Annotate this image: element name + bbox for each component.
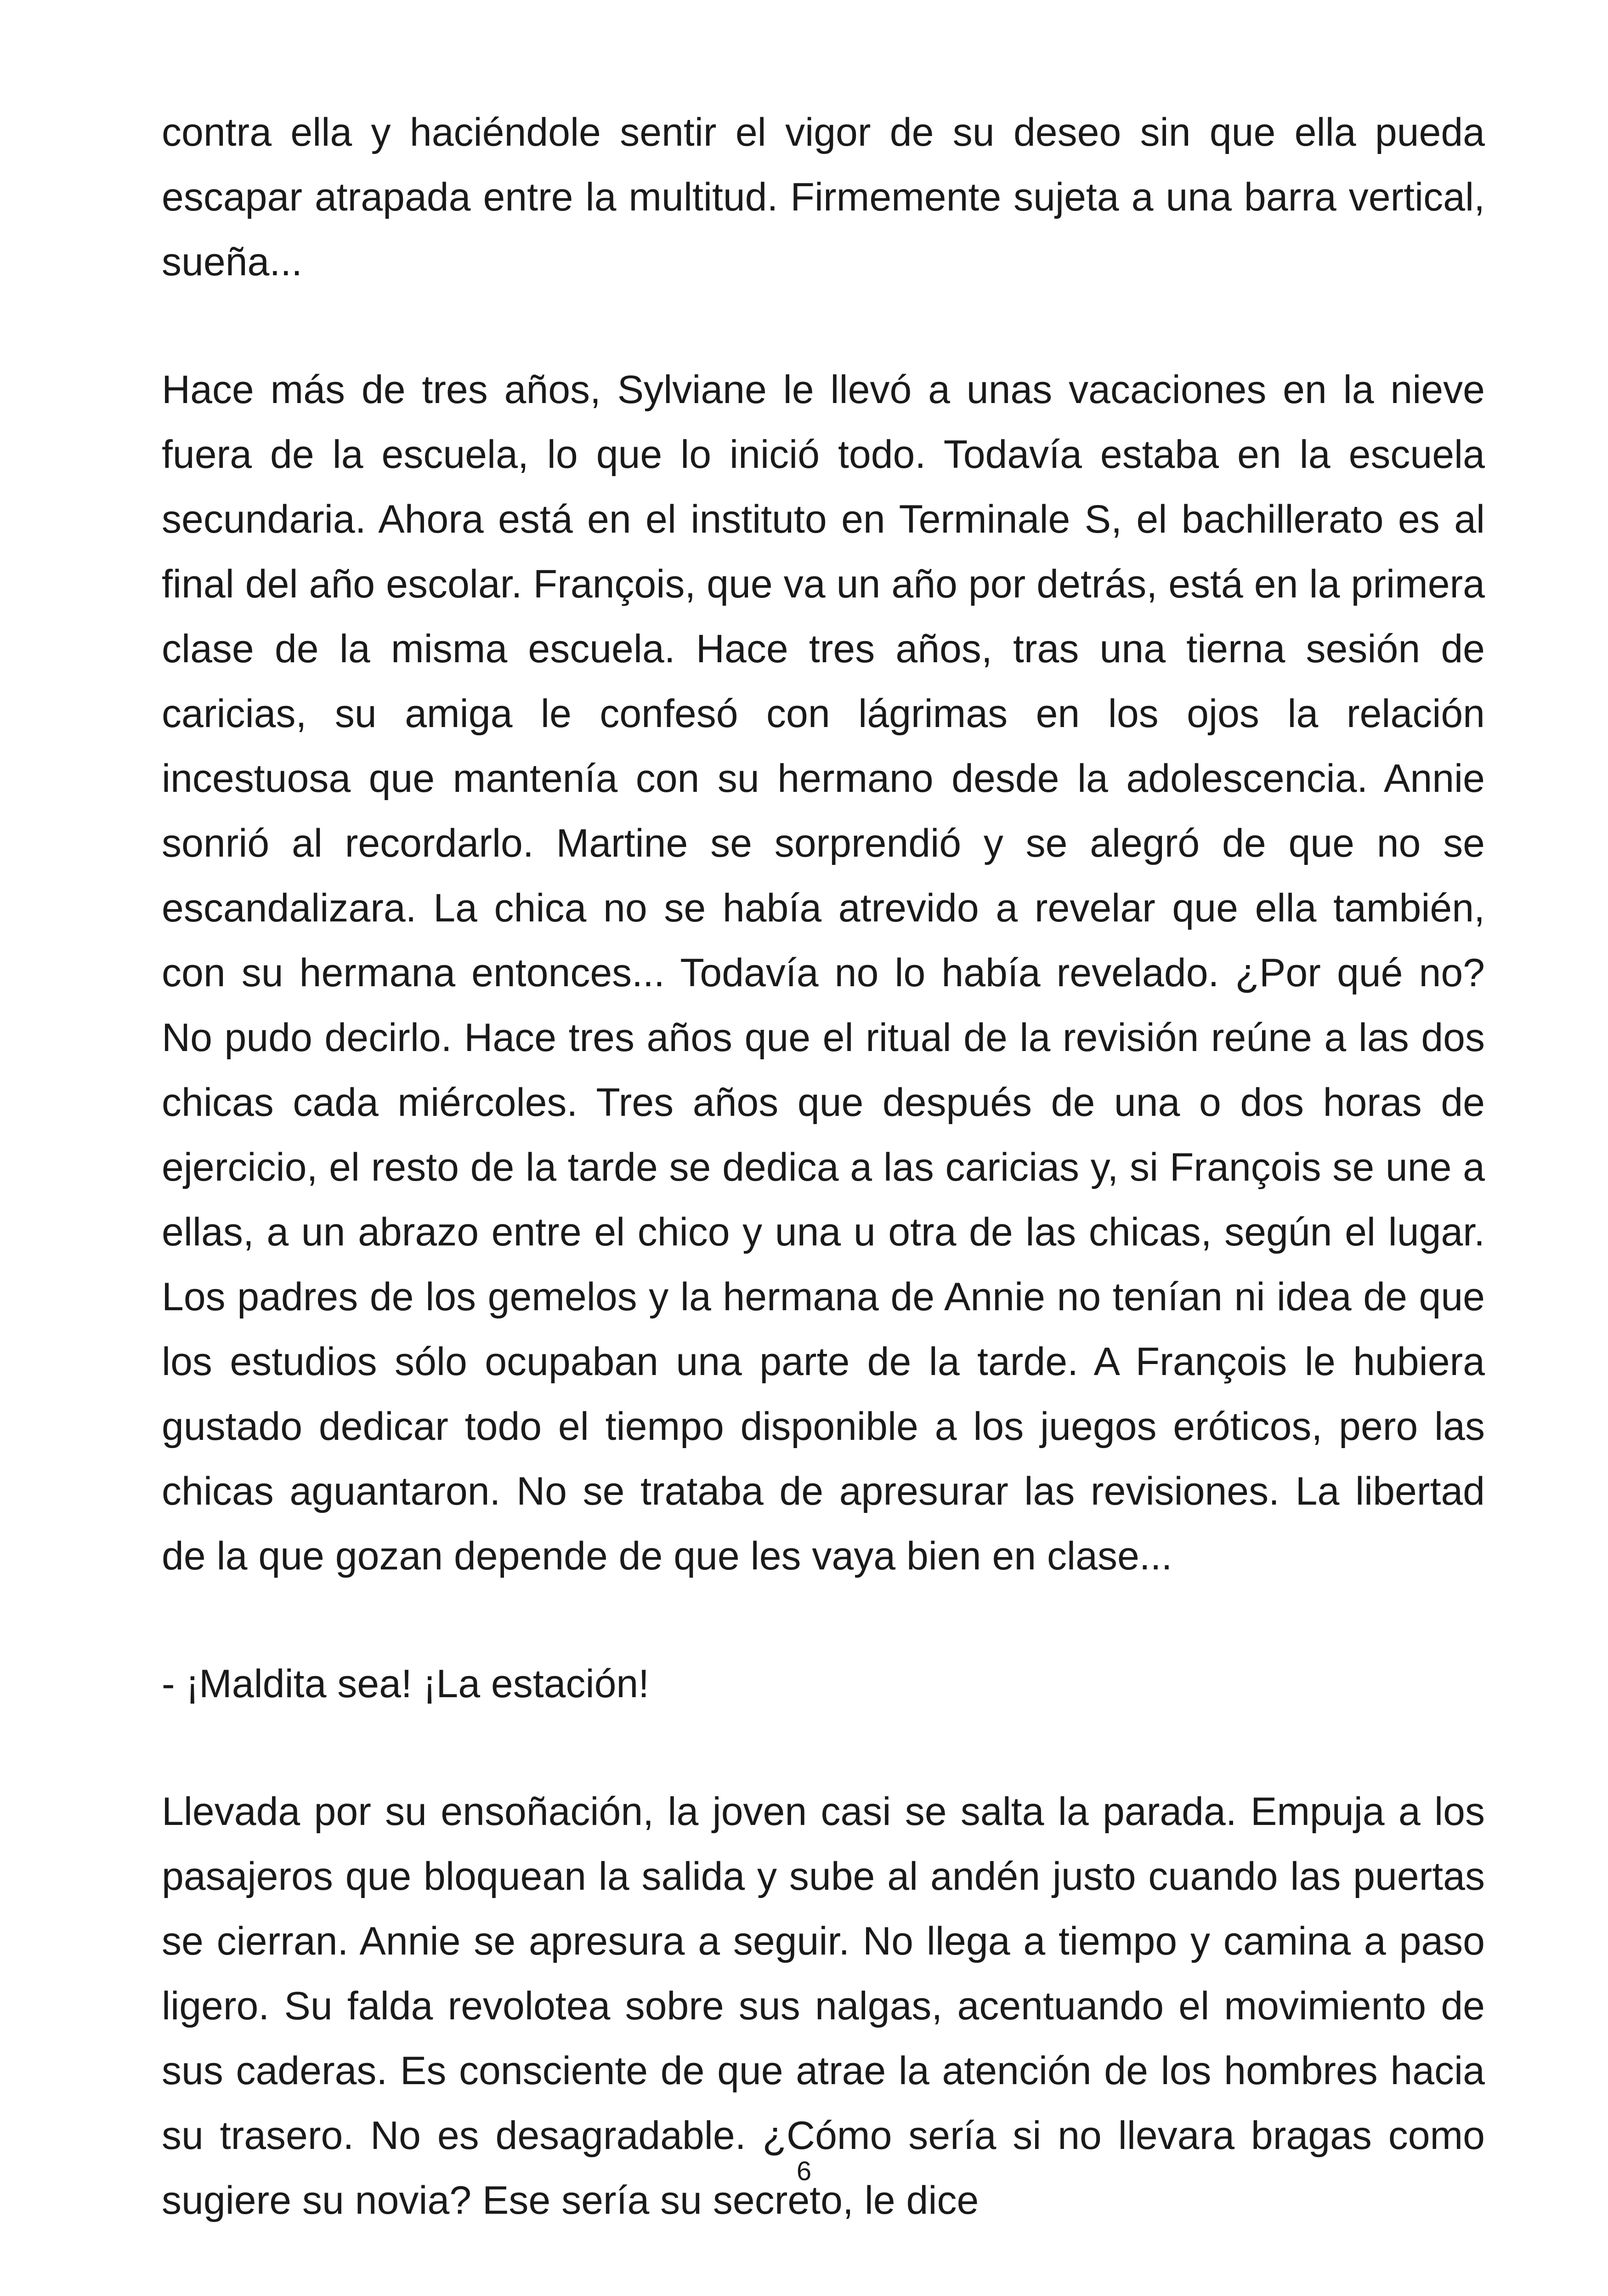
paragraph-3-dialogue: - ¡Maldita sea! ¡La estación! [162,1662,650,1706]
body-text [162,100,1485,2296]
paragraph-4: Llevada por su ensoñación, la joven casi se salta la parada. Empuja a los pasajeros que bloquean la salida y sube al andén justo cuando las puertas se cierran. Annie se apresura a seguir. No llega a tiempo y camina a paso ligero. Su falda revolotea sobre sus nalgas, acentuando el movimiento de sus caderas. Es consciente de que atrae la atención de los hombres hacia su trasero. No es desagradable. ¿Cómo sería si no llevara bragas como sugiere su novia? Ese sería su secreto, le dice [162,1790,1485,2222]
page-number: 6 [796,2156,812,2186]
paragraph-1: contra ella y haciéndole sentir el vigor de su deseo sin que ella pueda escapar atrapada entre la multitud. Firmemente sujeta a una barra vertical, sueña... [162,110,1485,284]
paragraph-2: Hace más de tres años, Sylviane le llevó a unas vacaciones en la nieve fuera de la escuela, lo que lo inició todo. Todavía estaba en la escuela secundaria. Ahora está en el instituto en Terminale S, el bachillerato es al final del año escolar. François, que va un año por detrás, está en la primera clase de la misma escuela. Hace tres años, tras una tierna sesión de caricias, su amiga le confesó con lágrimas en los ojos la relación incestuosa que mantenía con su hermano desde la adolescencia. Annie sonrió al recordarlo. Martine se sorprendió y se alegró de que no se escandalizara. La chica no se había atrevido a revelar que ella también, con su hermana entonces... Todavía no lo había revelado. ¿Por qué no? No pudo decirlo. Hace tres años que el ritual de la revisión reúne a las dos chicas cada miércoles. Tres años que después de una o dos horas de ejercicio, el resto de la tarde se dedica a las caricias y, si François se une a ellas, a un abrazo entre el chico y una u otra de las chicas, según el lugar. Los padres de los gemelos y la hermana de Annie no tenían ni idea de que los estudios sólo ocupaban una parte de la tarde. A François le hubiera gustado dedicar todo el tiempo disponible a los juegos eróticos, pero las chicas aguantaron. No se trataba de apresurar las revisiones. La libertad de la que gozan depende de que les vaya bien en clase... [162,368,1485,1578]
